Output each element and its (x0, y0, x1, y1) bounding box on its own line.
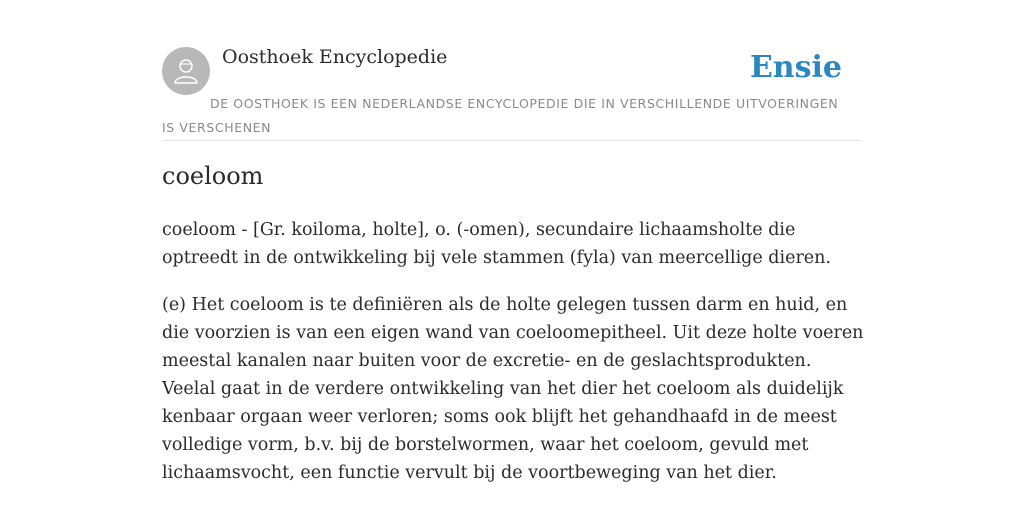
article-paragraph: (e) Het coeloom is te definiëren als de holte gelegen tussen darm en huid, en die voorzien is van een eigen wand van coeloomepitheel. Uit deze holte voeren meestal kanalen naar buiten voor de excretie- en de geslachtsprodukten. Veelal gaat in de verdere ontwikkeling van het dier het coeloom als duidelijk kenbaar orgaan weer verloren; soms ook blijft het gehandhaafd in de meest volledige vorm, b.v. bij de borstelwormen, waar het coeloom, gevuld met lichaamsvocht, een functie vervult bij de voortbeweging van het dier. (162, 295, 864, 483)
avatar[interactable] (162, 47, 210, 95)
brand-logo[interactable]: Ensie (749, 50, 842, 85)
article-paragraph: coeloom - [Gr. koiloma, holte], o. (-omen), secundaire lichaamsholte die optreedt in de ontwikkeling bij vele stammen (fyla) van meercellige dieren. (162, 220, 831, 268)
header (162, 44, 862, 141)
user-icon (162, 47, 210, 95)
page-title: coeloom (162, 162, 264, 190)
site-name[interactable]: Oosthoek Encyclopedie (222, 46, 448, 68)
article-body (162, 216, 867, 506)
site-tagline: DE OOSTHOEK IS EEN NEDERLANDSE ENCYCLOPEDIE DIE IN VERSCHILLENDE UITVOERINGEN IS VERSCHENEN (162, 96, 839, 135)
